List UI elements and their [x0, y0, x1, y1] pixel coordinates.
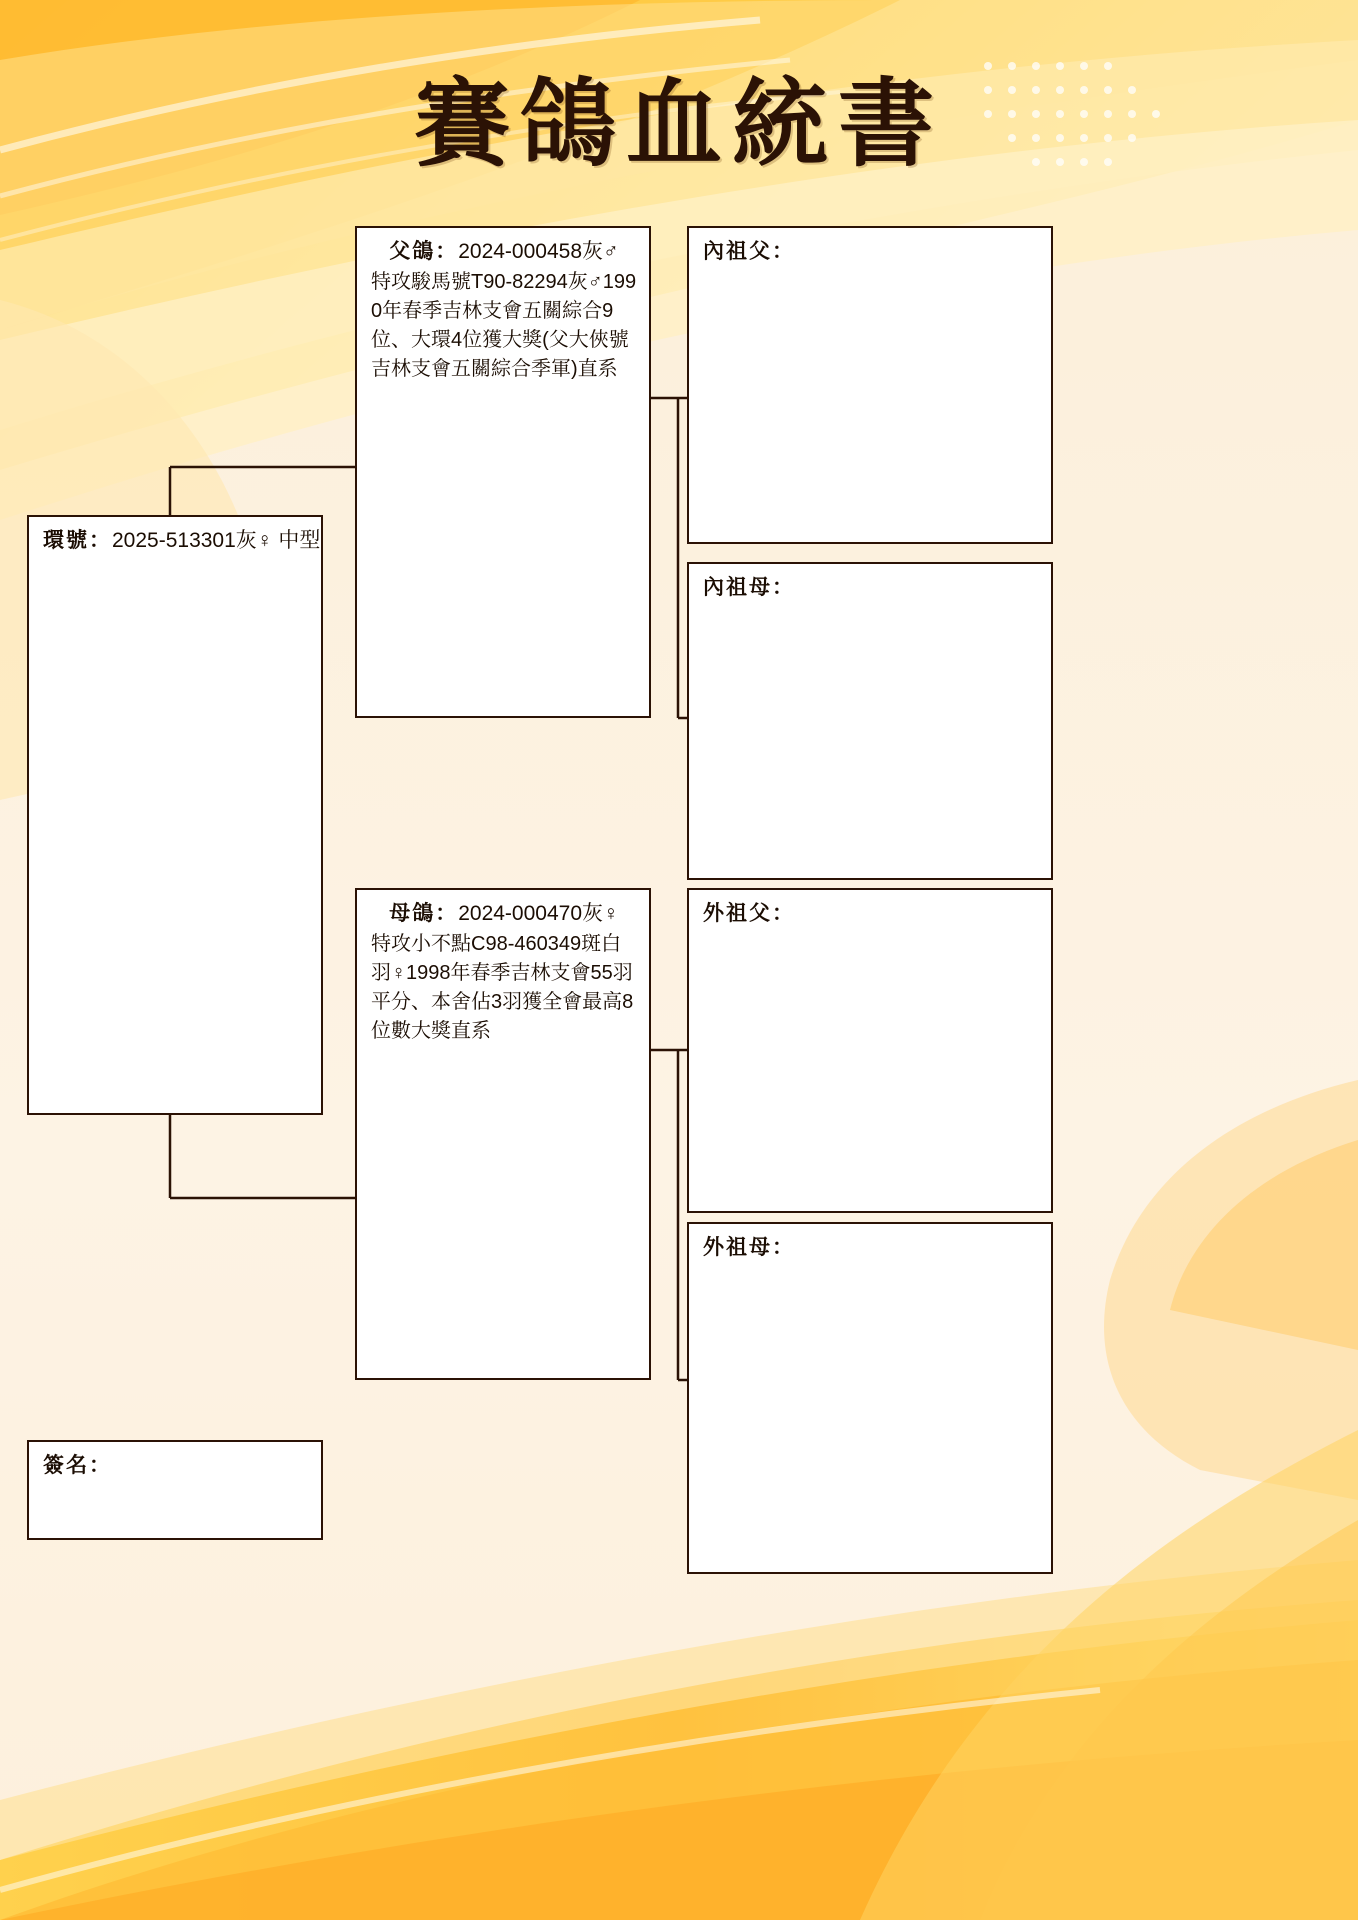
paternal-grandfather-header: [703, 238, 1039, 266]
signature-label: 簽名：: [43, 1454, 112, 1477]
dam-box: [355, 888, 651, 1380]
page-title: 賽鴿血統書: [414, 67, 944, 180]
subject-pigeon-label: 環號：: [43, 529, 112, 552]
sire-label: 父鴿：: [389, 240, 459, 263]
dam-header: [371, 900, 637, 928]
paternal-grandmother-box: [687, 562, 1053, 880]
paternal-grandfather-box: [687, 226, 1053, 544]
sire-body: 特攻駿馬號T90-82294灰♂1990年春季吉林支會五關綜合9位、大環4位獲大獎(父大俠號吉林支會五關綜合季軍)直系: [371, 271, 637, 381]
sire-header: [371, 238, 637, 266]
subject-pigeon-header: [43, 527, 321, 555]
dam-label: 母鴿：: [389, 902, 459, 925]
signature-header: [43, 1452, 309, 1480]
maternal-grandfather-header: [703, 900, 1039, 928]
paternal-grandmother-header: [703, 574, 1039, 602]
maternal-grandfather-label: 外祖父：: [703, 902, 795, 925]
dam-value: 2024-000470灰♀: [458, 902, 619, 925]
maternal-grandmother-box: [687, 1222, 1053, 1574]
paternal-grandfather-label: 內祖父：: [703, 240, 795, 263]
maternal-grandfather-box: [687, 888, 1053, 1213]
subject-pigeon-value: 2025-513301灰♀ 中型: [112, 529, 321, 552]
maternal-grandmother-header: [703, 1234, 1039, 1262]
signature-box[interactable]: [27, 1440, 323, 1540]
sire-box: [355, 226, 651, 718]
sire-value: 2024-000458灰♂: [458, 240, 619, 263]
paternal-grandmother-label: 內祖母：: [703, 576, 795, 599]
maternal-grandmother-label: 外祖母：: [703, 1236, 795, 1259]
subject-pigeon-box: [27, 515, 323, 1115]
dam-body: 特攻小不點C98-460349斑白羽♀1998年春季吉林支會55羽平分、本舍佔3羽獲全會最高8位數大獎直系: [371, 933, 634, 1043]
